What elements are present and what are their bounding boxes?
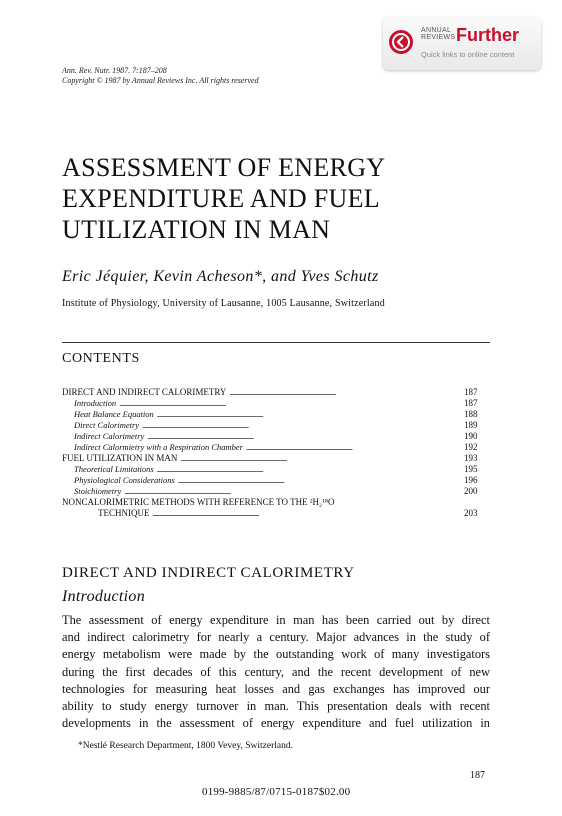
toc-leader bbox=[119, 398, 451, 409]
toc-entry-label: TECHNIQUE bbox=[98, 508, 150, 518]
toc-entry[interactable] bbox=[62, 387, 490, 398]
title-line: UTILIZATION IN MAN bbox=[62, 215, 331, 244]
toc-entry[interactable] bbox=[62, 409, 490, 420]
toc-entry-page: 188 bbox=[464, 409, 478, 419]
toc-leader bbox=[153, 508, 452, 519]
toc-entry[interactable] bbox=[62, 486, 490, 497]
copyright-line: Copyright © 1987 by Annual Reviews Inc. All rights reserved bbox=[62, 76, 259, 85]
banner-further-text: Further bbox=[456, 25, 519, 45]
toc-entry[interactable] bbox=[62, 464, 490, 475]
toc-entry[interactable] bbox=[62, 420, 490, 431]
body-line: developments in the assessment of energy expenditure and fuel utilization in bbox=[62, 716, 490, 731]
toc-entry-page: 192 bbox=[464, 442, 478, 452]
article-code: 0199-9885/87/0715-0187$02.00 bbox=[202, 786, 351, 798]
toc-leader bbox=[246, 442, 451, 453]
body-line: ability to study energy turnover in man. This presentation deals with recent bbox=[62, 699, 490, 714]
toc-entry-label: Physiological Considerations bbox=[74, 475, 175, 485]
toc-entry-label: Indirect Calormietry with a Respiration Chamber bbox=[74, 442, 243, 452]
body-line: during the first decades of this century, and the recent development of new bbox=[62, 664, 490, 679]
body-line: and indirect calorimetry for nearly a century. Major advances in the study of bbox=[62, 630, 490, 645]
toc-entry-label: FUEL UTILIZATION IN MAN bbox=[62, 453, 178, 463]
toc-leader bbox=[229, 387, 451, 398]
toc-entry-label: NONCALORIMETRIC METHODS WITH REFERENCE TO THE ²H₂¹⁸O bbox=[62, 497, 335, 507]
banner-annual-text: ANNUAL bbox=[421, 27, 452, 34]
toc-entry-label: Stoichiometry bbox=[74, 486, 122, 496]
toc-entry-page: 200 bbox=[464, 486, 478, 496]
toc-entry-page: 189 bbox=[464, 420, 478, 430]
toc-leader bbox=[180, 453, 451, 464]
further-banner[interactable] bbox=[383, 18, 541, 70]
banner-reviews-text: REVIEWS bbox=[421, 34, 456, 41]
banner-subtitle: Quick links to online content bbox=[421, 50, 515, 59]
toc-entry[interactable] bbox=[62, 475, 490, 486]
article-authors: Eric Jéquier, Kevin Acheson*, and Yves Schutz bbox=[62, 268, 379, 285]
toc-entry-label: Introduction bbox=[74, 398, 117, 408]
toc-entry-page: 193 bbox=[464, 453, 478, 463]
toc-entry-page: 196 bbox=[464, 475, 478, 485]
toc-leader bbox=[178, 475, 451, 486]
section-heading: DIRECT AND INDIRECT CALORIMETRY bbox=[62, 565, 355, 581]
toc-entry-label: Heat Balance Equation bbox=[74, 409, 154, 419]
title-line: ASSESSMENT OF ENERGY bbox=[62, 153, 386, 182]
contents-divider bbox=[62, 342, 490, 343]
citation-line: Ann. Rev. Nutr. 1987. 7:187–208 bbox=[62, 66, 167, 75]
body-line: technologies for measuring heat losses and gas exchanges has improved our bbox=[62, 681, 490, 696]
body-line: energy metabolism were made by the outstanding work of many investigators bbox=[62, 647, 490, 662]
article-title bbox=[62, 152, 482, 245]
toc-entry[interactable] bbox=[62, 398, 490, 409]
author-affiliation: Institute of Physiology, University of Lausanne, 1005 Lausanne, Switzerland bbox=[62, 298, 385, 309]
toc-entry-page: 187 bbox=[464, 387, 478, 397]
subsection-heading: Introduction bbox=[62, 588, 145, 605]
body-line: The assessment of energy expenditure in man has been carried out by direct bbox=[62, 613, 490, 627]
journal-citation bbox=[62, 66, 259, 86]
toc-entry-page: 195 bbox=[464, 464, 478, 474]
table-of-contents bbox=[62, 387, 490, 519]
body-paragraph bbox=[62, 612, 490, 732]
banner-publisher bbox=[421, 27, 455, 41]
toc-leader bbox=[124, 486, 451, 497]
toc-leader bbox=[142, 420, 451, 431]
toc-entry-page: 203 bbox=[464, 508, 478, 518]
toc-leader bbox=[157, 409, 451, 420]
toc-entry[interactable] bbox=[62, 453, 490, 464]
toc-entry-page: 187 bbox=[464, 398, 478, 408]
toc-leader bbox=[157, 464, 451, 475]
annual-reviews-logo-icon bbox=[389, 30, 413, 54]
page-number: 187 bbox=[470, 770, 485, 781]
toc-entry-label: Indirect Calorimetry bbox=[74, 431, 145, 441]
toc-entry[interactable] bbox=[62, 431, 490, 442]
footnote: *Nestlé Research Department, 1800 Vevey, Switzerland. bbox=[78, 741, 294, 751]
contents-heading: CONTENTS bbox=[62, 351, 140, 366]
title-line: EXPENDITURE AND FUEL bbox=[62, 184, 380, 213]
toc-entry[interactable] bbox=[62, 497, 490, 508]
toc-entry[interactable] bbox=[62, 442, 490, 453]
toc-entry-label: Theoretical Limitations bbox=[74, 464, 154, 474]
toc-entry-continuation[interactable] bbox=[62, 508, 490, 519]
toc-entry-page: 190 bbox=[464, 431, 478, 441]
toc-entry-label: DIRECT AND INDIRECT CALORIMETRY bbox=[62, 387, 227, 397]
toc-leader bbox=[147, 431, 451, 442]
toc-entry-label: Direct Calorimetry bbox=[74, 420, 140, 430]
